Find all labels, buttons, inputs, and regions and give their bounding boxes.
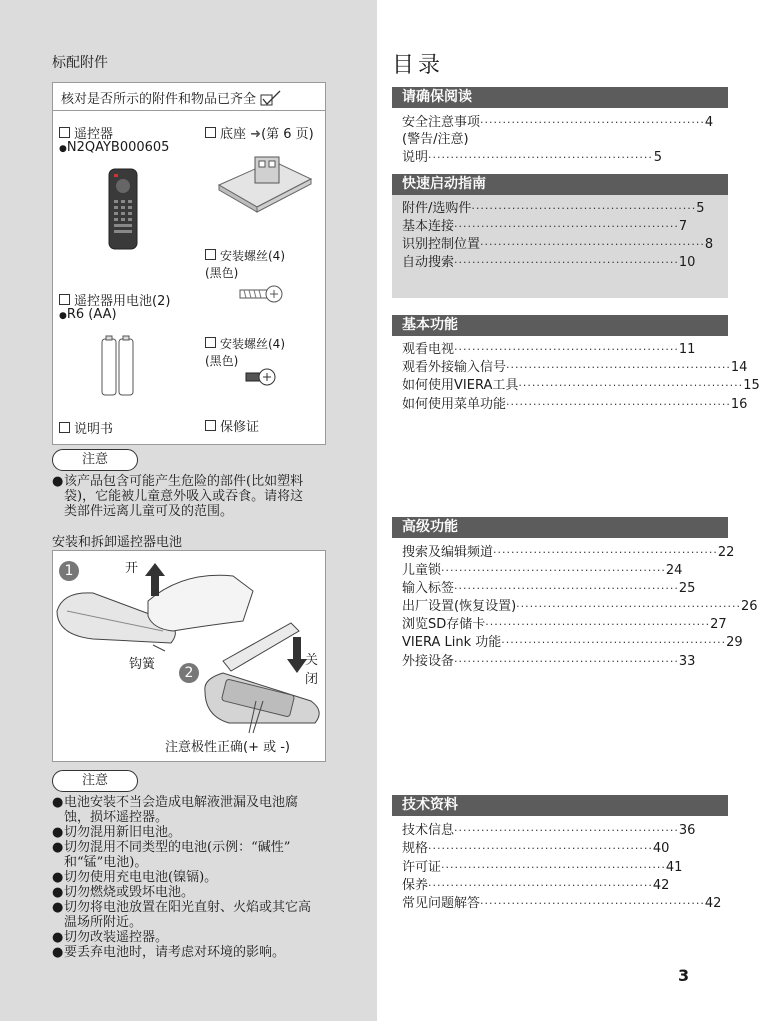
caution1-text: ●该产品包含可能产生危险的部件(比如塑料 袋)，它能被儿童意外吸入或吞食。请将这 类部件远离儿童可及的范围。 (52, 474, 304, 519)
checkbox-icon (205, 337, 216, 348)
batteries-type: ●R6 (AA) (59, 307, 117, 322)
screws2-color: (黑色) (205, 354, 239, 368)
list-item: ●切勿混用不同类型的电池(示例：“碱性” 和“锰”电池)。 (52, 840, 291, 870)
toc-section-header: 快速启动指南 (392, 174, 728, 195)
batteries-illustration (101, 335, 135, 401)
caution-label: 注意 (52, 449, 138, 471)
checkbox-icon (59, 422, 70, 433)
toc-title: 目录 (392, 53, 445, 78)
remote-illustration (108, 168, 138, 254)
battery-install-heading: 安装和拆卸遥控器电池 (52, 535, 183, 550)
check-line: 核对是否所示的附件和物品已齐全 (61, 88, 282, 107)
checkbox-icon (59, 127, 70, 138)
accessories-box (52, 82, 326, 445)
open-label: 开 (125, 561, 139, 576)
remote-model: ●N2QAYB000605 (59, 140, 170, 155)
remote-item: 遥控器 (59, 123, 113, 142)
toc-entry[interactable]: 儿童锁 ·················································· 24 (402, 563, 683, 578)
caution2-list (52, 795, 311, 960)
toc-entry[interactable]: 说明 ·················································· 5 (402, 150, 662, 165)
screw-short-illustration (245, 367, 277, 391)
toc-entry[interactable]: 保养 ·················································· 42 (402, 878, 670, 893)
toc-entry[interactable]: 如何使用菜单功能 ·················································· 16 (402, 397, 748, 412)
toc-section-header: 技术资料 (392, 795, 728, 816)
toc-entry[interactable]: 观看外接输入信号 ·················································· 14 (402, 360, 748, 375)
toc-entry[interactable]: 规格 ·················································· 40 (402, 841, 670, 856)
toc-section-header: 基本功能 (392, 315, 728, 336)
screw-long-illustration (239, 285, 283, 307)
toc-entry[interactable]: 基本连接 ·················································· 7 (402, 219, 688, 234)
toc-entry[interactable]: 安全注意事项 ·················································· 4 (402, 115, 714, 130)
toc-entry: (警告/注意) (402, 132, 469, 147)
step-1-badge: 1 (59, 561, 79, 581)
toc-entry[interactable]: 输入标签 ·················································· 25 (402, 581, 696, 596)
list-item: ●要丢弃电池时，请考虑对环境的影响。 (52, 945, 286, 960)
list-item: ●切勿将电池放置在阳光直射、火焰或其它高 温场所附近。 (52, 900, 312, 930)
toc-section-header: 请确保阅读 (392, 87, 728, 108)
accessories-heading: 标配附件 (52, 55, 108, 71)
toc-entry[interactable]: 附件/选购件 ·················································· 5 (402, 201, 705, 216)
toc-entry[interactable]: 自动搜索 ·················································· 10 (402, 255, 696, 270)
caution-label: 注意 (52, 770, 138, 792)
page-number: 3 (678, 966, 690, 985)
toc-section-header: 高级功能 (392, 517, 728, 538)
checkbox-icon (59, 294, 70, 305)
stand-item: 底座 ➜(第 6 页) (205, 123, 314, 142)
battery-install-figure (52, 550, 326, 762)
list-item: ●切勿混用新旧电池。 (52, 825, 182, 840)
toc-entry[interactable]: 识别控制位置 ·················································· 8 (402, 237, 714, 252)
arrow-right-icon: ➜ (250, 127, 262, 142)
polarity-label: 注意极性正确(+ 或 -) (165, 740, 290, 755)
toc-entry[interactable]: 许可证 ·················································· 41 (402, 860, 683, 875)
list-item: ●切勿燃烧或毁坏电池。 (52, 885, 195, 900)
toc-entry[interactable]: 浏览SD存储卡 ·················································· 27 (402, 617, 727, 632)
toc-entry[interactable]: 观看电视 ·················································· 11 (402, 342, 696, 357)
remote-battery-drawing (53, 551, 325, 761)
list-item: ●切勿改装遥控器。 (52, 930, 169, 945)
toc-entry[interactable]: 外接设备 ·················································· 33 (402, 654, 696, 669)
stand-illustration (215, 145, 315, 221)
checkmark-icon (260, 90, 282, 104)
checkbox-icon (205, 420, 216, 431)
list-item: ●电池安装不当会造成电解液泄漏及电池腐 蚀，损坏遥控器。 (52, 795, 299, 825)
batteries-item: 遥控器用电池(2) (59, 290, 170, 309)
toc-entry[interactable]: 如何使用VIERA工具 ·················································· 15 (402, 378, 760, 393)
checkbox-icon (205, 127, 216, 138)
screws2-item: 安装螺丝(4) (205, 335, 285, 352)
toc-entry[interactable]: 搜索及编辑频道 ·················································· 22 (402, 545, 735, 560)
manual-item: 说明书 (59, 418, 113, 437)
warranty-item: 保修证 (205, 416, 259, 435)
toc-entry[interactable]: VIERA Link 功能 ·················································· 29 (402, 635, 743, 650)
screws1-item: 安装螺丝(4) (205, 247, 285, 264)
toc-entry[interactable]: 技术信息 ·················································· 36 (402, 823, 696, 838)
list-item: ●切勿使用充电电池(镍镉)。 (52, 870, 218, 885)
screws1-color: (黑色) (205, 266, 239, 280)
divider (53, 110, 325, 111)
step-2-badge: 2 (179, 663, 199, 683)
hook-label: 钩簧 (129, 657, 156, 672)
toc-entry[interactable]: 出厂设置(恢复设置) ·················································· 26 (402, 599, 758, 614)
toc-entry[interactable]: 常见问题解答 ·················································· 42 (402, 896, 722, 911)
close-label: 关闭 (305, 653, 319, 687)
checkbox-icon (205, 249, 216, 260)
